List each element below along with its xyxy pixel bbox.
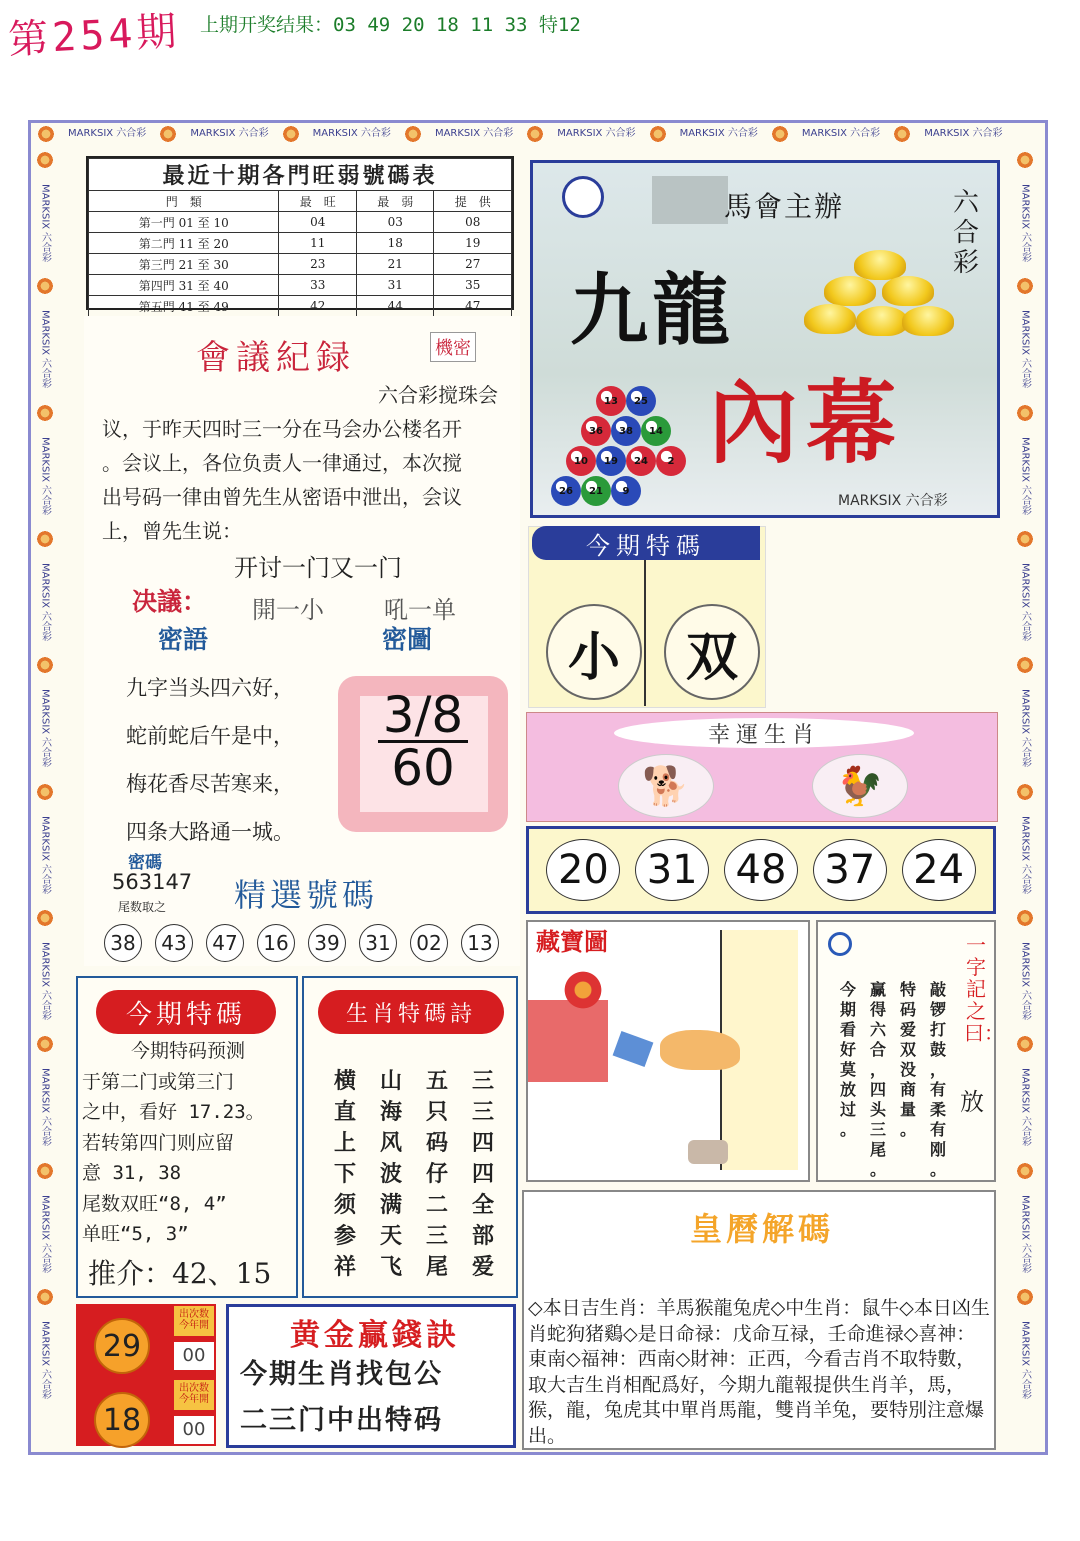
- poem-char: 只: [425, 1099, 448, 1125]
- poem-char: 二: [425, 1192, 448, 1218]
- flower-icon: [1015, 403, 1035, 423]
- poem-char: 天: [379, 1223, 402, 1249]
- mima-label: 密碼: [128, 853, 162, 873]
- flower-icon: [35, 655, 55, 675]
- poem-char: 部: [471, 1223, 494, 1249]
- poem-char: 码: [425, 1130, 448, 1156]
- flower-icon: [1015, 908, 1035, 928]
- table-cell: 第一門 01 至 10: [89, 212, 279, 233]
- lottery-ball: 24: [626, 446, 656, 476]
- table-cell: 21: [356, 254, 433, 275]
- border-strip-right: [1012, 150, 1038, 1440]
- featured-number: 24: [902, 839, 976, 901]
- number-ball: 43: [155, 924, 193, 962]
- flower-icon: [1015, 655, 1035, 675]
- brand-mark: MARKSIX 六合彩: [1019, 941, 1031, 1021]
- poem-char: 尾: [425, 1254, 448, 1280]
- column-header: 提 供: [434, 191, 512, 212]
- poem-char: 三: [425, 1223, 448, 1249]
- brand-mark: MARKSIX 六合彩: [190, 128, 269, 139]
- flower-icon: [525, 124, 545, 144]
- resolution-text-2: 吼一单: [384, 596, 456, 624]
- brand-mark: MARKSIX 六合彩: [68, 128, 147, 139]
- poem-char: 全: [471, 1192, 494, 1218]
- brand-mark: MARKSIX 六合彩: [39, 184, 51, 263]
- one-char-column: 赢 得 六 合 ， 四 头 三 尾 。: [869, 980, 886, 1179]
- special-ball-size: 小: [546, 604, 642, 700]
- poem-char: 风: [379, 1130, 402, 1156]
- lottery-ball: 19: [596, 446, 626, 476]
- table-row: [89, 275, 512, 296]
- number-ball: 47: [206, 924, 244, 962]
- weak-strong-table: [86, 156, 514, 314]
- organizer-label: 馬會主辦: [724, 190, 845, 223]
- featured-number: 31: [635, 839, 709, 901]
- featured-number: 37: [813, 839, 887, 901]
- predict-line: 单旺“5, 3”: [82, 1223, 189, 1245]
- poem-char: 须: [333, 1192, 356, 1218]
- number-ball: 31: [359, 924, 397, 962]
- meeting-line: 议，于昨天四时三一分在马会办公楼名开: [102, 417, 462, 441]
- hero-title-bottom: 內幕: [708, 370, 904, 476]
- jockey-club-logo-icon: [562, 176, 604, 218]
- flower-icon: [35, 782, 55, 802]
- dog-icon: 🐕: [618, 754, 714, 818]
- column-header: 最 旺: [279, 191, 356, 212]
- poem-char: 三: [471, 1099, 494, 1125]
- predict-line: 之中，看好 17.23。: [82, 1101, 265, 1123]
- gold-ingots-icon: [804, 250, 954, 360]
- poem-char: 仔: [425, 1161, 448, 1187]
- table-cell: 31: [356, 275, 433, 296]
- brand-mark: MARKSIX 六合彩: [679, 128, 758, 139]
- featured-numbers: [526, 826, 996, 914]
- table-row: [89, 212, 512, 233]
- table-cell: 23: [279, 254, 356, 275]
- flower-icon: [35, 908, 55, 928]
- brand-mark: MARKSIX 六合彩: [39, 941, 51, 1021]
- secret-tag: 機密: [430, 332, 476, 362]
- counter-tag: 出次数 今年開: [174, 1380, 214, 1410]
- rooster-icon: 🐓: [812, 754, 908, 818]
- one-char-answer: 放: [960, 1088, 984, 1116]
- flower-icon: [1015, 276, 1035, 296]
- brand-mark: MARKSIX 六合彩: [312, 128, 391, 139]
- flower-icon: [35, 529, 55, 549]
- flower-icon: [35, 276, 55, 296]
- poem-char: 飞: [379, 1254, 402, 1280]
- table-row: [89, 233, 512, 254]
- poem-char: 五: [425, 1068, 448, 1094]
- brand-mark: MARKSIX 六合彩: [1019, 1194, 1031, 1273]
- brand-mark: MARKSIX 六合彩: [1019, 184, 1031, 263]
- hook-icon: [828, 932, 852, 956]
- table-cell: 44: [356, 296, 433, 317]
- number-ball: 39: [308, 924, 346, 962]
- poem-char: 四: [471, 1130, 494, 1156]
- meeting-line: 六合彩搅珠会: [378, 383, 498, 407]
- secret-code-bottom: 60: [391, 739, 455, 797]
- flower-icon: [1015, 782, 1035, 802]
- brand-mark: MARKSIX 六合彩: [39, 1320, 51, 1400]
- counter-tag: 出次数 今年開: [174, 1306, 214, 1336]
- flower-icon: [35, 403, 55, 423]
- issue-number: 第254期: [7, 8, 182, 64]
- flower-icon: [1015, 150, 1035, 170]
- brand-mark: MARKSIX 六合彩: [39, 436, 51, 515]
- poem-line: 四条大路通一城。: [126, 820, 294, 844]
- table-cell: 第五門 41 至 49: [89, 296, 279, 317]
- poem-line: 蛇前蛇后午是中，: [126, 724, 294, 748]
- counter-number: 29: [94, 1318, 150, 1374]
- golden-line-1: 今期生肖找包公: [240, 1359, 443, 1390]
- lottery-ball: 14: [641, 416, 671, 446]
- one-char-column: 今 期 看 好 莫 放 过 。: [839, 980, 856, 1139]
- meeting-poem: [126, 664, 294, 856]
- table-cell: 第二門 11 至 20: [89, 233, 279, 254]
- previous-result: 上期开奖结果：03 49 20 18 11 33 特12: [200, 14, 581, 36]
- poem-char: 祥: [333, 1254, 356, 1280]
- secret-code-top: 3/8: [382, 686, 464, 744]
- poem-char: 横: [333, 1068, 356, 1094]
- table-cell: 33: [279, 275, 356, 296]
- meeting-quote: 开讨一门又一门: [234, 554, 402, 582]
- rock-icon: [688, 1140, 728, 1164]
- table-title: 最近十期各門旺弱號碼表: [89, 159, 512, 191]
- poem-line: 梅花香尽苦寒来，: [126, 772, 294, 796]
- meeting-line: 。会议上，各位负责人一律通过，本次搅: [102, 451, 462, 475]
- table-row: [89, 296, 512, 317]
- flower-icon: [281, 124, 301, 144]
- almanac-decode-text: ◇本日吉生肖：羊馬猴龍兔虎◇中生肖：鼠牛◇本日凶生肖蛇狗猪鷄◇是日命禄：戊命互禄，壬命進禄◇喜神：東南◇福神：西南◇財神：正西，今看吉肖不取特數，取大吉生肖相配爲好，今期九龍報提供生肖羊，馬，猴，龍，兔虎其中單肖馬龍，雙肖羊兔，要特別注意爆出。: [528, 1297, 990, 1447]
- redacted-block: [652, 176, 728, 224]
- poem-char: 满: [379, 1192, 402, 1218]
- brand-mark: MARKSIX 六合彩: [39, 1068, 51, 1147]
- brand-mark: MARKSIX 六合彩: [924, 128, 1003, 139]
- golden-title: 黄金赢錢訣: [290, 1318, 460, 1353]
- flower-icon: [158, 124, 178, 144]
- meeting-line: 上，曾先生说：: [102, 519, 242, 543]
- poem-char: 四: [471, 1161, 494, 1187]
- counter-number: 18: [94, 1392, 150, 1448]
- flower-icon: [770, 124, 790, 144]
- secret-code: [368, 686, 478, 797]
- selected-numbers-title: 精選號碼: [234, 876, 379, 914]
- brand-mark: MARKSIX 六合彩: [39, 689, 51, 768]
- table-cell: 03: [356, 212, 433, 233]
- table-row: [89, 254, 512, 275]
- one-char-title: 一字記之曰：: [964, 933, 1004, 1045]
- brand-mark: MARKSIX 六合彩: [801, 128, 881, 139]
- poem-char: 三: [471, 1068, 494, 1094]
- predict-line: 尾数双旺“8, 4”: [82, 1192, 227, 1215]
- table-cell: 27: [434, 254, 512, 275]
- one-char-column: 特 码 爱 双 没 商 量 。: [899, 980, 916, 1139]
- brand-mark: MARKSIX 六合彩: [1019, 310, 1031, 389]
- border-strip-top: [36, 124, 1040, 146]
- special-ball-parity: 双: [664, 604, 760, 700]
- column-header: 最 弱: [356, 191, 433, 212]
- poem-line: 九字当头四六好，: [126, 676, 294, 700]
- brand-mark: MARKSIX 六合彩: [39, 562, 51, 642]
- zodiac-poem-grid: [322, 1064, 506, 1280]
- treasure-map-title: 藏寶圖: [536, 927, 608, 956]
- flower-icon: [548, 970, 618, 1010]
- lottery-balls-icon: [546, 386, 706, 512]
- divider: [644, 560, 646, 706]
- counter-count: 00: [174, 1416, 214, 1444]
- brand-mark: MARKSIX 六合彩: [557, 128, 636, 139]
- zodiac-poem-title: 生肖特碼詩: [318, 990, 504, 1034]
- predict-line: 于第二门或第三门: [82, 1070, 235, 1093]
- lottery-ball: 36: [581, 416, 611, 446]
- flower-icon: [36, 124, 56, 144]
- table-header-row: [89, 191, 512, 212]
- predict-line: 意 31, 38: [82, 1162, 182, 1184]
- featured-number: 48: [724, 839, 798, 901]
- flower-icon: [1015, 1161, 1035, 1181]
- top-bar: [0, 0, 1080, 110]
- brand-mark: MARKSIX 六合彩: [39, 310, 51, 389]
- mima-value: 563147: [112, 870, 193, 894]
- table-cell: 11: [279, 233, 356, 254]
- special-predict-title: 今期特碼: [96, 990, 276, 1034]
- lottery-ball: 38: [611, 416, 641, 446]
- brand-mark: MARKSIX 六合彩: [434, 128, 514, 139]
- number-ball: 02: [410, 924, 448, 962]
- brand-mark: MARKSIX 六合彩: [1019, 562, 1031, 642]
- table-cell: 04: [279, 212, 356, 233]
- dog-figure-icon: [660, 1030, 740, 1070]
- table-cell: 35: [434, 275, 512, 296]
- poem-char: 下: [333, 1161, 356, 1187]
- flower-icon: [892, 124, 912, 144]
- flower-icon: [35, 1287, 55, 1307]
- lottery-ball: 26: [551, 476, 581, 506]
- lottery-ball: 2: [656, 446, 686, 476]
- mima-note: 尾数取之: [118, 900, 167, 914]
- one-char-column: 敲 锣 打 鼓 ， 有 柔 有 刚 。: [929, 980, 946, 1179]
- special-predict-text: [82, 1036, 294, 1250]
- table-cell: 18: [356, 233, 433, 254]
- resolution-text-1: 開一小: [252, 596, 324, 624]
- resolution-label: 决議：: [132, 587, 208, 616]
- predict-line: 今期特码预测: [130, 1040, 245, 1062]
- poem-char: 山: [379, 1068, 402, 1094]
- table-cell: 第三門 21 至 30: [89, 254, 279, 275]
- brand-mark: MARKSIX 六合彩: [1019, 689, 1031, 768]
- poem-char: 参: [333, 1223, 356, 1249]
- table-cell: 19: [434, 233, 512, 254]
- flower-icon: [1015, 529, 1035, 549]
- number-ball: 16: [257, 924, 295, 962]
- table-cell: 42: [279, 296, 356, 317]
- table-cell: 08: [434, 212, 512, 233]
- number-ball: 38: [104, 924, 142, 962]
- meeting-title: 會議紀録: [196, 338, 356, 378]
- poem-char: 爱: [471, 1254, 494, 1280]
- poem-char: 直: [333, 1099, 356, 1125]
- featured-number: 20: [546, 839, 620, 901]
- wall-icon: [528, 1000, 608, 1082]
- brand-mark: MARKSIX 六合彩: [1019, 1320, 1031, 1400]
- flower-icon: [35, 1034, 55, 1054]
- brand-mark: MARKSIX 六合彩: [1019, 436, 1031, 515]
- flower-icon: [35, 150, 55, 170]
- border-strip-left: [32, 150, 58, 1440]
- meeting-line: 出号码一律由曾先生从密语中泄出，会议: [102, 485, 462, 509]
- poem-char: 波: [379, 1161, 402, 1187]
- poem-char: 海: [379, 1099, 402, 1125]
- brand-mark: MARKSIX 六合彩: [39, 1194, 51, 1273]
- lottery-ball: 21: [581, 476, 611, 506]
- table-cell: 47: [434, 296, 512, 317]
- predict-line: 若转第四门则应留: [82, 1131, 235, 1154]
- lottery-ball: 25: [626, 386, 656, 416]
- table-cell: 第四門 31 至 40: [89, 275, 279, 296]
- recommend-text: 推介：42、15: [88, 1257, 272, 1290]
- flower-icon: [1015, 1287, 1035, 1307]
- miyu-label: 密語: [158, 625, 209, 654]
- golden-line-2: 二三门中出特码: [240, 1405, 443, 1436]
- flower-icon: [35, 1161, 55, 1181]
- flower-icon: [403, 124, 423, 144]
- hero-title-top: 九龍: [570, 265, 735, 356]
- column-header: 門 類: [89, 191, 279, 212]
- number-ball: 13: [461, 924, 499, 962]
- this-special-tab: 今期特碼: [532, 526, 760, 560]
- selected-numbers-row: [104, 924, 514, 962]
- lucky-zodiac-title: 幸運生肖: [614, 718, 914, 748]
- lottery-ball: 10: [566, 446, 596, 476]
- hero-brand-logo: MARKSIX 六合彩: [838, 493, 948, 509]
- brand-mark: MARKSIX 六合彩: [1019, 815, 1031, 894]
- brand-mark: MARKSIX 六合彩: [1019, 1068, 1031, 1147]
- meeting-body: [102, 378, 498, 548]
- mitu-label: 密圖: [382, 625, 433, 654]
- almanac-decode-title: 皇曆解碼: [690, 1210, 835, 1248]
- lottery-ball: 9: [611, 476, 641, 506]
- flower-icon: [648, 124, 668, 144]
- counter-count: 00: [174, 1342, 214, 1370]
- lottery-ball: 13: [596, 386, 626, 416]
- poem-char: 上: [333, 1130, 356, 1156]
- brand-mark: MARKSIX 六合彩: [39, 815, 51, 894]
- liuhecai-label: 六合彩: [952, 188, 979, 278]
- flower-icon: [1015, 1034, 1035, 1054]
